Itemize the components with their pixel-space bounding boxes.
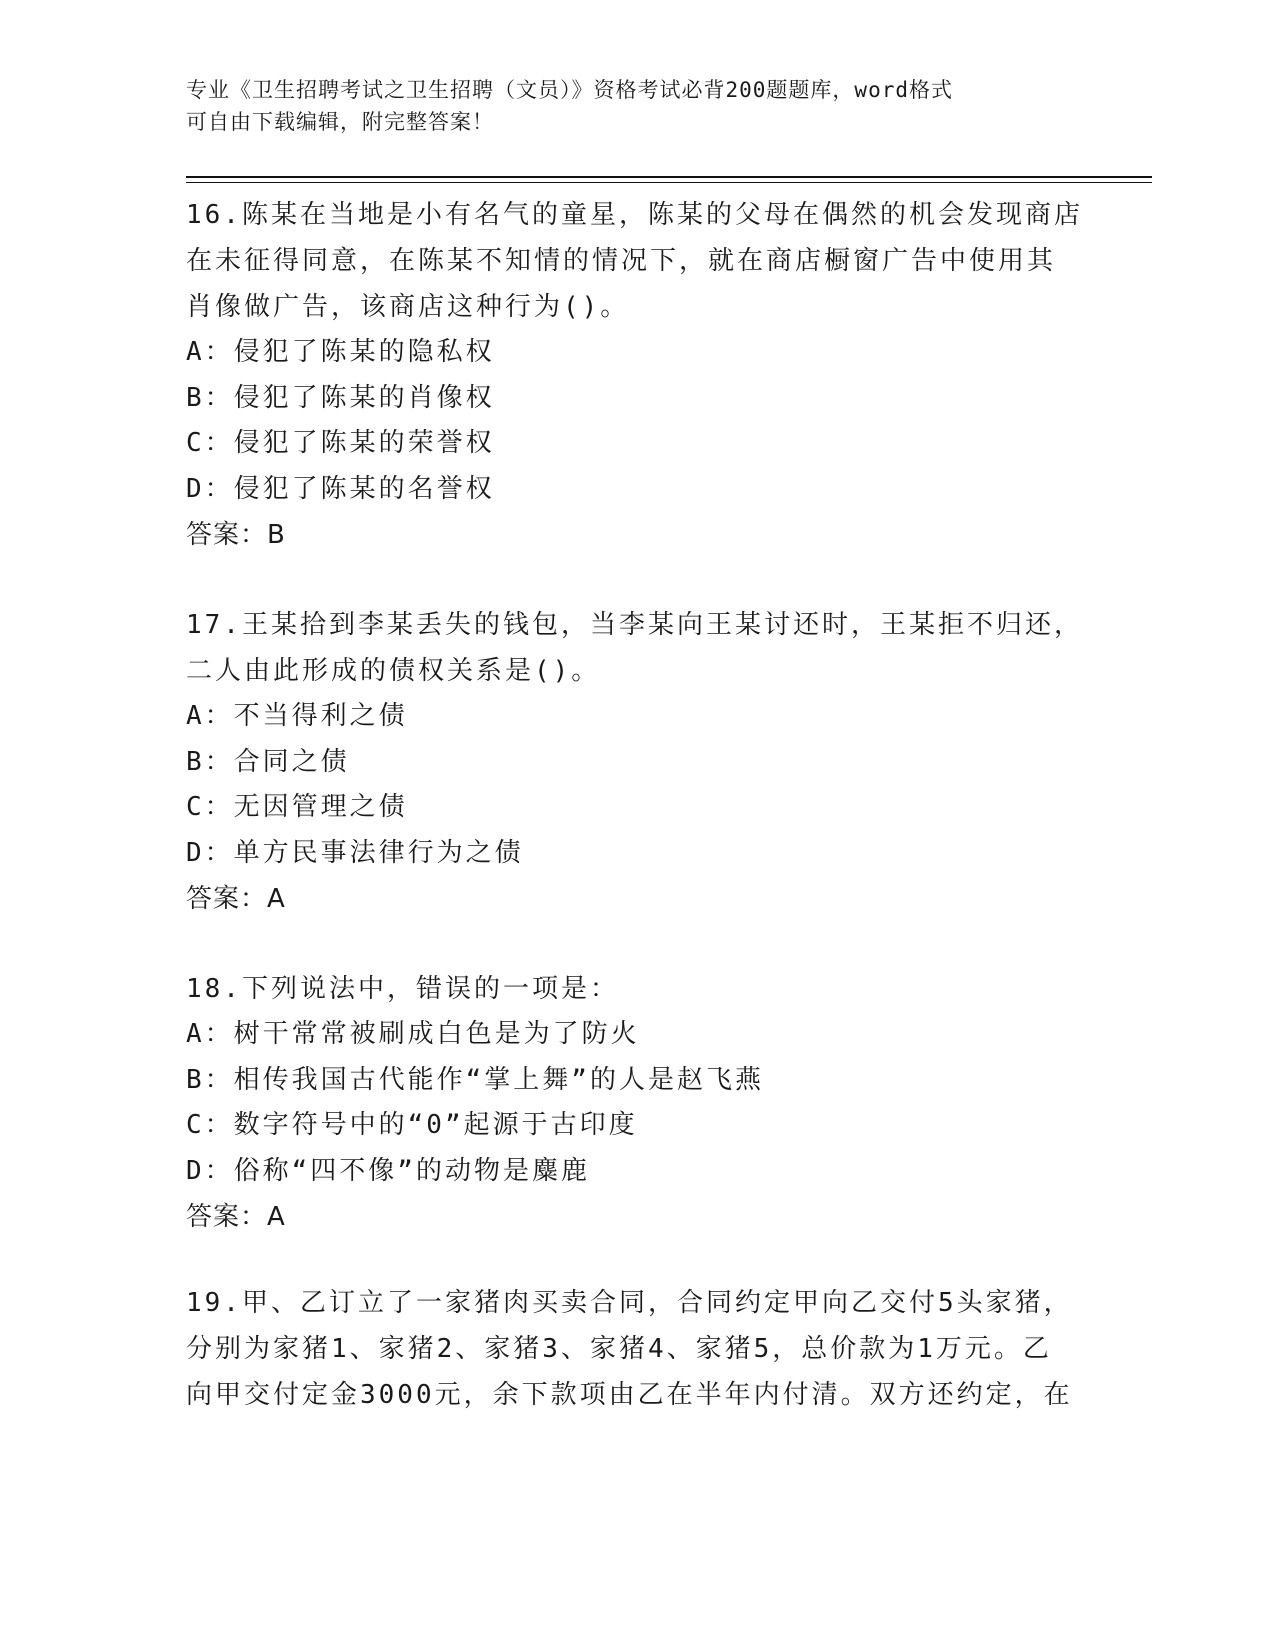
header-line-1: 专业《卫生招聘考试之卫生招聘（文员）》资格考试必背200题题库，word格式 — [186, 78, 953, 102]
option-b: B：合同之债 — [186, 746, 350, 777]
question-stem-line: 17.王某拾到李某丢失的钱包，当李某向王某讨还时，王某拒不归还， — [186, 610, 1083, 640]
header-rule-thin — [186, 182, 1152, 183]
option-c: C：数字符号中的“0”起源于古印度 — [186, 1110, 638, 1140]
question-19 — [186, 1280, 1086, 1418]
option-d: D：侵犯了陈某的名誉权 — [186, 473, 495, 504]
answer-line: 答案：B — [186, 520, 286, 550]
question-stem-line: 向甲交付定金3000元，余下款项由乙在半年内付清。双方还约定，在 — [186, 1380, 1073, 1410]
question-stem-line: 分别为家猪1、家猪2、家猪3、家猪4、家猪5，总价款为1万元。乙 — [186, 1334, 1052, 1364]
question-stem-line: 在未征得同意，在陈某不知情的情况下，就在商店橱窗广告中使用其 — [186, 246, 1057, 276]
option-d: D：俗称“四不像”的动物是麋鹿 — [186, 1155, 590, 1186]
answer-line: 答案：A — [186, 884, 286, 914]
question-stem-line: 肖像做广告，该商店这种行为()。 — [186, 292, 630, 322]
option-c: C：无因管理之债 — [186, 792, 408, 822]
spacer — [186, 922, 1086, 966]
header-line-2: 可自由下载编辑，附完整答案！ — [186, 110, 494, 134]
question-stem-line: 二人由此形成的债权关系是()。 — [186, 656, 601, 686]
spacer — [186, 558, 1086, 602]
header-rule-thick — [186, 176, 1152, 178]
option-b: B：侵犯了陈某的肖像权 — [186, 382, 495, 413]
option-b: B：相传我国古代能作“掌上舞”的人是赵飞燕 — [186, 1064, 764, 1095]
option-c: C：侵犯了陈某的荣誉权 — [186, 428, 495, 458]
option-a: A：侵犯了陈某的隐私权 — [186, 337, 495, 367]
spacer — [186, 1240, 1086, 1280]
question-stem-line: 16.陈某在当地是小有名气的童星，陈某的父母在偶然的机会发现商店 — [186, 200, 1083, 230]
question-16 — [186, 192, 1086, 558]
option-a: A：树干常常被刷成白色是为了防火 — [186, 1019, 640, 1049]
option-a: A：不当得利之债 — [186, 701, 408, 731]
question-stem-line: 19.甲、乙订立了一家猪肉买卖合同，合同约定甲向乙交付5头家猪， — [186, 1288, 1073, 1318]
answer-line: 答案：A — [186, 1202, 286, 1232]
question-17 — [186, 602, 1086, 922]
document-header — [186, 74, 1086, 138]
option-d: D：单方民事法律行为之债 — [186, 837, 524, 868]
question-list — [186, 192, 1086, 1418]
question-stem-line: 18.下列说法中，错误的一项是： — [186, 974, 619, 1004]
question-18 — [186, 966, 1086, 1240]
